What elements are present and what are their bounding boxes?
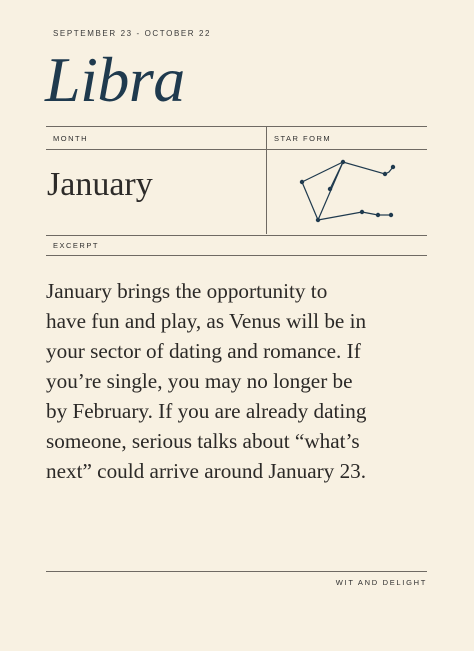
excerpt-text: January brings the opportunity to have fun and play, as Venus will be in your sector of dating and romance. If you’re single, you may no longer be by February. If you are already dating someone, serious talks about “what’s next” could arrive around January 23.	[46, 279, 367, 483]
excerpt-label-row	[46, 234, 427, 256]
column-divider	[266, 126, 267, 234]
month-value: January	[47, 166, 153, 203]
libra-constellation-icon	[292, 157, 412, 227]
excerpt-label: EXCERPT	[53, 241, 99, 250]
sign-title: Libra	[45, 44, 185, 115]
bottom-divider	[46, 571, 427, 572]
labels-row	[46, 126, 427, 150]
date-range: SEPTEMBER 23 - OCTOBER 22	[53, 29, 212, 38]
month-label: MONTH	[53, 134, 88, 143]
star-form-label: STAR FORM	[274, 134, 332, 143]
brand-name: WIT AND DELIGHT	[335, 578, 427, 587]
